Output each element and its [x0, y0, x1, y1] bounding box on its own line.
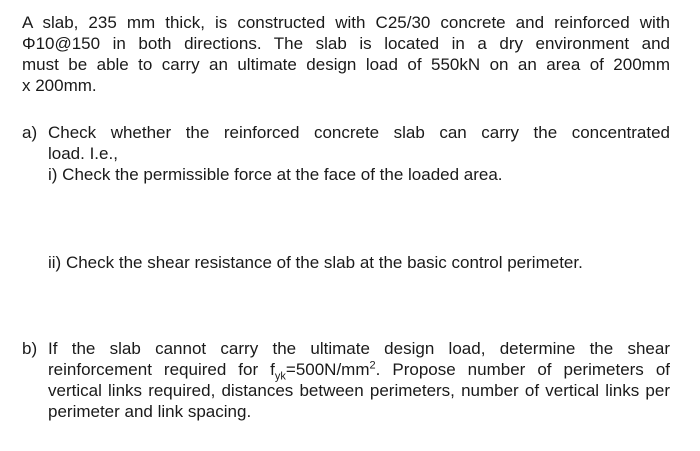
- part-b-text-pre: If the slab cannot carry the ultimate design load, determine the shear reinforcement required for f: [48, 339, 670, 379]
- part-b-superscript: 2: [369, 359, 376, 372]
- intro-line-1: A slab, 235 mm thick, is constructed with C25/30 concrete and reinforced with: [22, 13, 670, 32]
- question-part-b: [22, 338, 670, 422]
- problem-statement: [22, 12, 670, 96]
- part-a-text-1: Check whether the reinforced concrete slab can carry the concentrated: [48, 123, 670, 142]
- part-b-text: [48, 338, 670, 422]
- part-b-subscript: yk: [274, 370, 286, 383]
- question-part-a-i: i) Check the permissible force at the face of the loaded area.: [48, 165, 503, 184]
- intro-line-3: must be able to carry an ultimate design load of 550kN on an area of 200mm: [22, 55, 670, 74]
- part-b-text-mid: =500N/mm: [285, 360, 370, 379]
- part-b-label: b): [22, 339, 38, 358]
- intro-line-2: Φ10@150 in both directions. The slab is located in a dry environment and: [22, 34, 670, 53]
- question-part-a-ii: ii) Check the shear resistance of the slab at the basic control perimeter.: [48, 253, 583, 272]
- intro-line-4: x 200mm.: [22, 76, 97, 95]
- part-a-text-2: load. I.e.,: [48, 144, 118, 163]
- question-part-a: [22, 122, 670, 164]
- part-a-label: a): [22, 123, 38, 142]
- part-b-text-post: . Propose number of perimeters of vertical links required, distances between perimeters, number of vertical links per perimeter and link spacing.: [48, 360, 670, 421]
